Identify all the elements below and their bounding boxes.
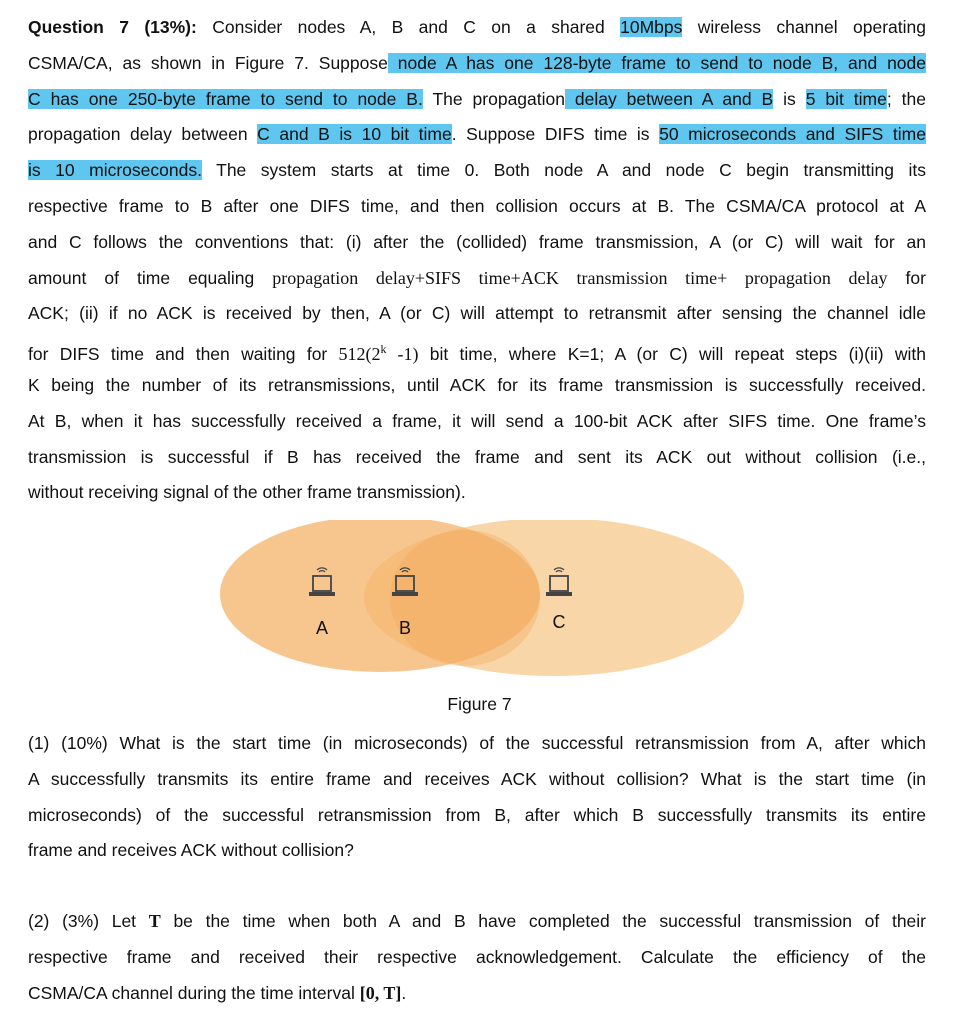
text-segment: CSMA/CA channel during the time interval bbox=[28, 982, 360, 1003]
highlighted-text: node A has one 128-byte frame to send to node B, and node bbox=[387, 52, 927, 73]
text-line bbox=[28, 332, 926, 368]
text-segment: CSMA/CA, as shown in Figure 7. Suppose bbox=[28, 52, 388, 73]
figure-7-network-diagram bbox=[0, 520, 959, 690]
text-segment: for bbox=[887, 267, 926, 288]
text-segment: K being the number of its retransmissions, until ACK for its frame transmission is successfully received. bbox=[28, 374, 926, 395]
node-label-a: A bbox=[315, 618, 329, 638]
text-segment: . bbox=[401, 982, 407, 1003]
text-segment: [0, T] bbox=[359, 982, 402, 1003]
node-label-b: B bbox=[398, 618, 412, 638]
text-line bbox=[28, 225, 926, 261]
highlighted-text: is 10 microseconds. bbox=[28, 160, 202, 181]
text-segment: be the time when both A and B have completed the successful transmission of their bbox=[160, 911, 927, 931]
highlighted-text: C has one 250-byte frame to send to node B. bbox=[28, 88, 423, 109]
text-segment: 512(2 bbox=[338, 344, 381, 364]
text-segment: ACK; (ii) if no ACK is received by then, A (or C) will attempt to retransmit after sensing the channel idle bbox=[28, 303, 926, 324]
text-segment: is bbox=[773, 88, 806, 109]
text-line bbox=[28, 904, 926, 940]
text-segment: transmission is successful if B has received the frame and sent its ACK out without collision (i.e., bbox=[28, 446, 926, 467]
text-segment: T bbox=[148, 911, 161, 931]
text-line bbox=[28, 296, 926, 332]
text-segment: At B, when it has successfully received a frame, it will send a 100-bit ACK after SIFS time. One frame’s bbox=[28, 410, 926, 431]
text-segment: Question 7 (13%): bbox=[28, 17, 197, 37]
highlighted-text: delay between A and B bbox=[564, 88, 774, 109]
part-2-paragraph bbox=[28, 904, 926, 1011]
highlighted-text: 5 bit time bbox=[805, 88, 887, 109]
text-segment: frame and receives ACK without collision? bbox=[28, 840, 354, 861]
text-segment: k bbox=[380, 342, 387, 357]
text-segment: ; the bbox=[886, 88, 926, 109]
text-segment: Consider nodes A, B and C on a shared bbox=[196, 17, 621, 37]
text-segment: microseconds) of the successful retransmission from B, after which B successfully transmits its entire bbox=[28, 804, 926, 825]
text-line bbox=[28, 368, 926, 404]
text-segment: and C follows the conventions that: (i) after the (collided) frame transmission, A (or C) will wait for an bbox=[28, 231, 926, 252]
text-segment: bit time, where K=1; A (or C) will repeat steps (i)(ii) with bbox=[418, 344, 926, 364]
text-line bbox=[28, 46, 926, 82]
text-line bbox=[28, 261, 926, 297]
text-line bbox=[28, 833, 926, 869]
text-segment: A successfully transmits its entire frame and receives ACK without collision? What is the start time (in bbox=[28, 768, 926, 789]
text-line bbox=[28, 798, 926, 834]
part-1-paragraph bbox=[28, 726, 926, 869]
text-line bbox=[28, 440, 926, 476]
figure-caption: Figure 7 bbox=[447, 694, 512, 714]
text-segment: (2) (3%) Let bbox=[28, 911, 149, 931]
highlighted-text: 10Mbps bbox=[620, 17, 683, 37]
text-line bbox=[28, 762, 926, 798]
text-line bbox=[28, 10, 926, 46]
text-line bbox=[28, 153, 926, 189]
text-segment: propagation delay+SIFS time+ACK transmission time+ propagation delay bbox=[272, 267, 888, 288]
text-line bbox=[28, 726, 926, 762]
highlighted-text: 50 microseconds and SIFS time bbox=[659, 124, 926, 145]
text-segment: for DIFS time and then waiting for bbox=[28, 344, 339, 364]
text-segment: The system starts at time 0. Both node A and node C begin transmitting its bbox=[201, 160, 926, 181]
text-segment: respective frame to B after one DIFS time, and then collision occurs at B. The CSMA/CA protocol at A bbox=[28, 195, 926, 216]
text-segment: propagation delay between bbox=[28, 124, 258, 145]
text-segment: -1) bbox=[386, 344, 419, 364]
text-segment: amount of time equaling bbox=[28, 267, 273, 288]
text-line bbox=[28, 189, 926, 225]
question-7-paragraph bbox=[28, 10, 926, 511]
range-overlap bbox=[390, 530, 540, 666]
text-segment: without receiving signal of the other frame transmission). bbox=[28, 482, 466, 503]
text-line bbox=[28, 82, 926, 118]
text-segment: . Suppose DIFS time is bbox=[451, 124, 660, 145]
text-segment: wireless channel operating bbox=[682, 17, 926, 37]
highlighted-text: C and B is 10 bit time bbox=[257, 124, 452, 145]
text-line bbox=[28, 117, 926, 153]
text-segment: (1) (10%) What is the start time (in microseconds) of the successful retransmission from A, after which bbox=[28, 733, 926, 753]
text-line bbox=[28, 475, 926, 511]
text-line bbox=[28, 976, 926, 1012]
text-segment: respective frame and received their respective acknowledgement. Calculate the efficiency of the bbox=[28, 946, 926, 967]
node-label-c: C bbox=[552, 612, 566, 632]
text-line bbox=[28, 404, 926, 440]
text-line bbox=[28, 940, 926, 976]
text-segment: The propagation bbox=[422, 88, 565, 109]
